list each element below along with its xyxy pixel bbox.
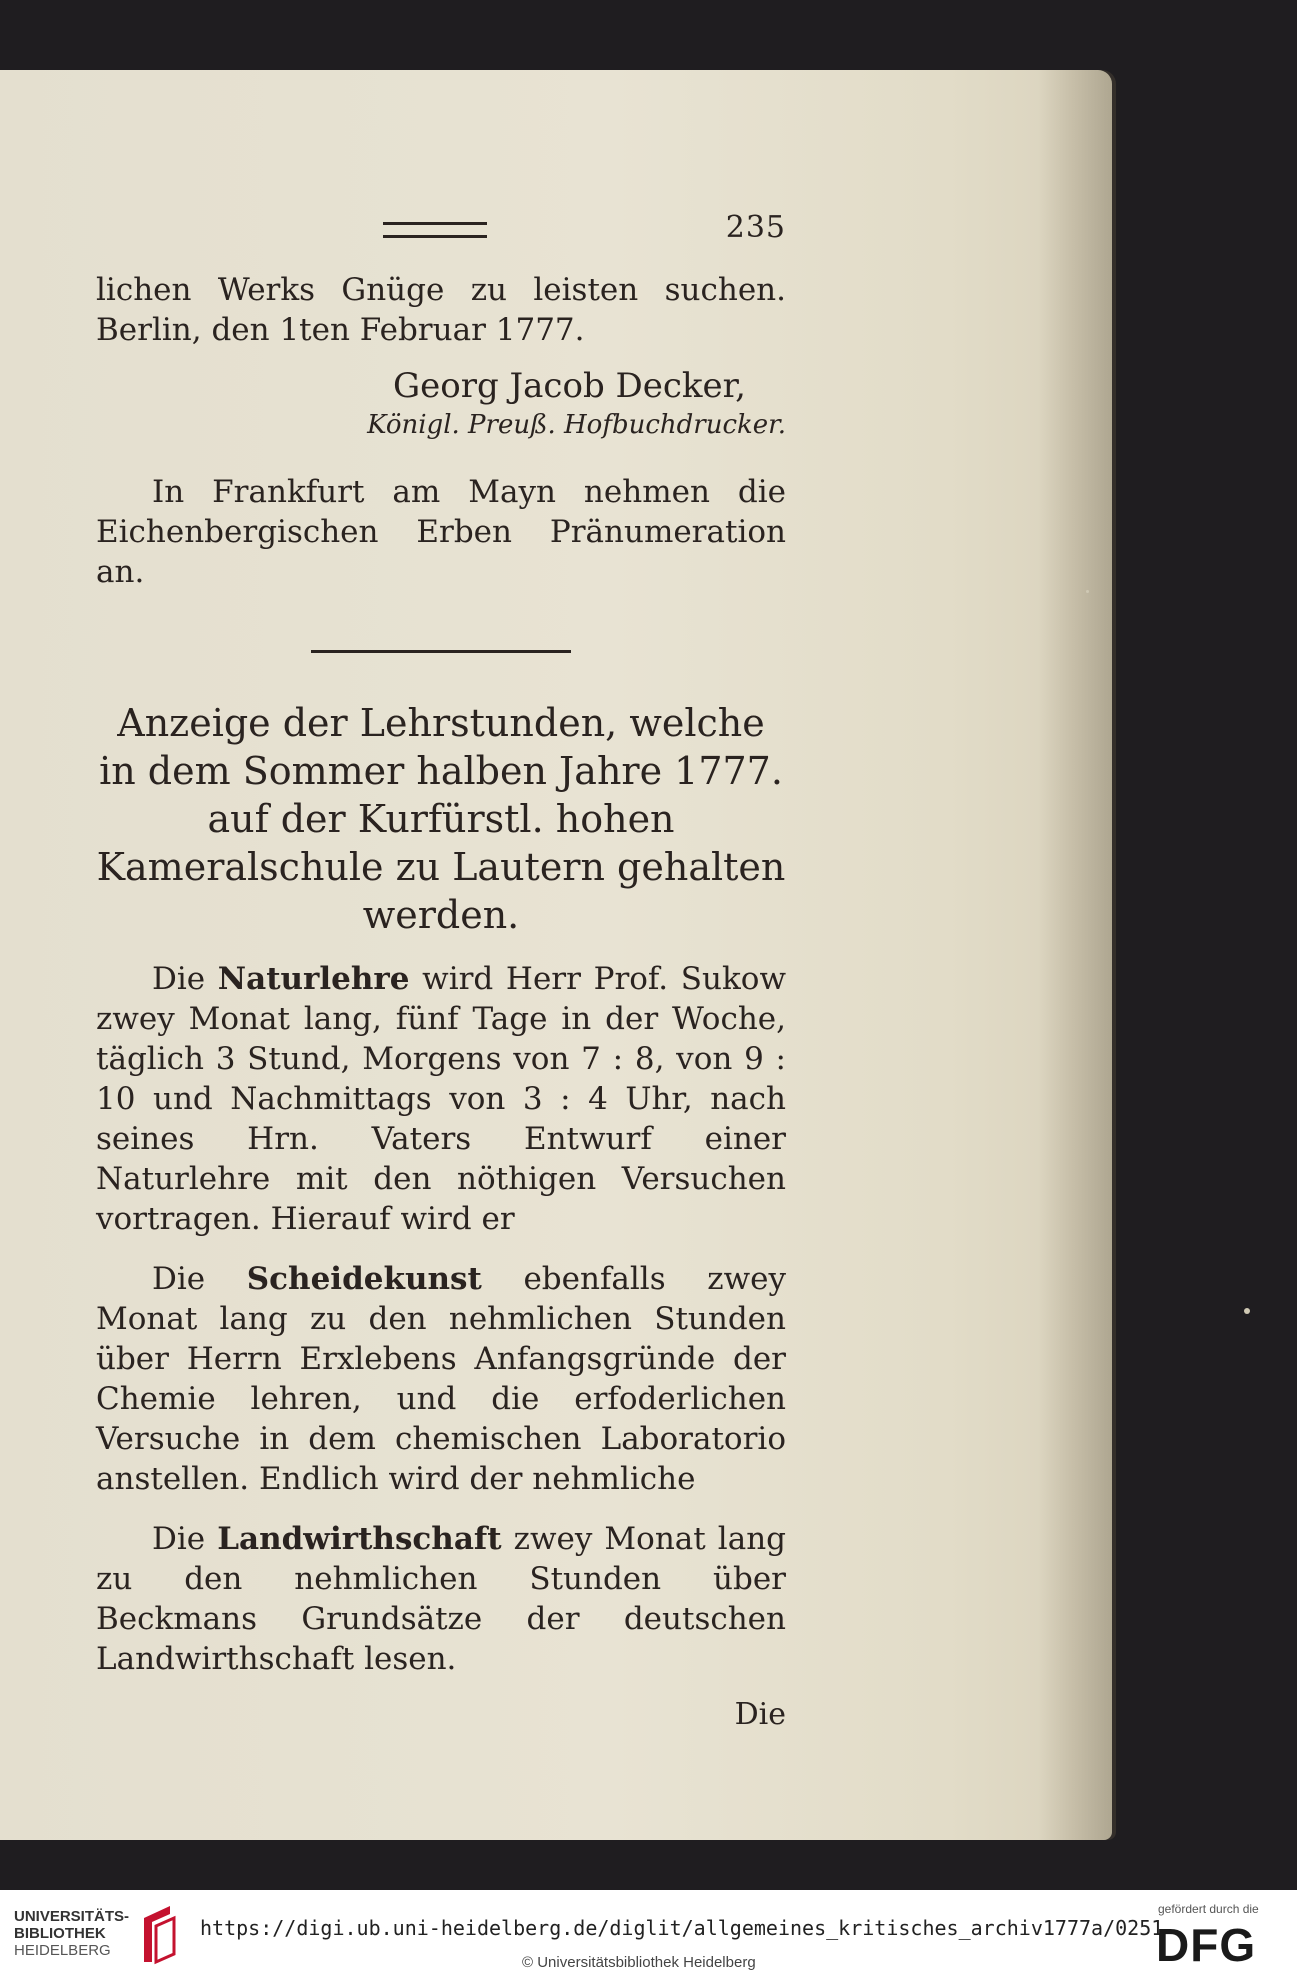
paragraph-lead: Die bbox=[152, 961, 206, 997]
paragraph-lead: Die bbox=[152, 1261, 206, 1297]
library-logo-text bbox=[14, 1908, 129, 1959]
page-header bbox=[96, 210, 786, 250]
paragraph-text: zwey Monat lang zu den nehmlichen Stunden über Beckmans Grundsätze der deutschen Landwirthschaft lesen. bbox=[96, 1521, 787, 1677]
page-content bbox=[96, 210, 786, 1732]
paragraph-scheidekunst bbox=[96, 1259, 786, 1499]
catchword: Die bbox=[734, 1697, 786, 1732]
library-name-line2: BIBLIOTHEK bbox=[14, 1925, 106, 1942]
document-url-link[interactable]: https://digi.ub.uni-heidelberg.de/diglit/allgemeines_kritisches_archiv1777a/0251 bbox=[200, 1916, 1164, 1940]
footer-bar bbox=[0, 1890, 1297, 1985]
paragraph-text: ebenfalls zwey Monat lang zu den nehmlichen Stunden über Herrn Erxlebens Anfangsgründe der Chemie lehren, und die erfoderlichen Versuche in dem chemischen Laboratorio anstellen. Endlich wird der nehmliche bbox=[96, 1261, 786, 1497]
scan-speck bbox=[1086, 590, 1089, 593]
page-edge bbox=[1038, 70, 1116, 1840]
section-divider bbox=[311, 650, 571, 653]
paragraph-text: wird Herr Prof. Sukow zwey Monat lang, fünf Tage in der Woche, täglich 3 Stund, Morgens von 7 : 8, von 9 : 10 und Nachmittags von 3 : 4 Uhr, nach seines Hrn. Vaters Entwurf einer Naturlehre mit den nöthigen Versuchen vortragen. Hierauf wird er bbox=[96, 961, 786, 1237]
funding-caption: gefördert durch die bbox=[1158, 1902, 1259, 1916]
library-logo-icon bbox=[140, 1904, 178, 1966]
library-name-line3: HEIDELBERG bbox=[14, 1942, 111, 1959]
copyright-notice: © Universitätsbibliothek Heidelberg bbox=[522, 1954, 756, 1971]
paragraph-lead: Die bbox=[152, 1521, 206, 1557]
dfg-logo: DFG bbox=[1156, 1919, 1257, 1971]
header-double-rule bbox=[383, 222, 487, 238]
subject-landwirthschaft: Landwirthschaft bbox=[217, 1521, 502, 1557]
library-name-line1: UNIVERSITÄTS- bbox=[14, 1908, 130, 1925]
page-number: 235 bbox=[725, 210, 786, 245]
paragraph-landwirthschaft bbox=[96, 1519, 786, 1679]
scan-speck bbox=[1244, 1308, 1250, 1314]
subject-scheidekunst: Scheidekunst bbox=[246, 1261, 482, 1297]
paragraph-naturlehre bbox=[96, 959, 786, 1239]
section-heading: Anzeige der Lehrstunden, welche in dem Sommer halben Jahre 1777. auf der Kurfürstl. hohen Kameralschule zu Lautern gehalten werden. bbox=[96, 701, 786, 937]
subject-naturlehre: Naturlehre bbox=[217, 961, 410, 997]
signature-name: Georg Jacob Decker, bbox=[392, 366, 746, 406]
signature-title: Königl. Preuß. Hofbuchdrucker. bbox=[367, 410, 786, 440]
frankfurt-note: In Frankfurt am Mayn nehmen die Eichenbergischen Erben Pränumeration an. bbox=[96, 474, 786, 590]
top-paragraph: lichen Werks Gnüge zu leisten suchen. Berlin, den 1ten Februar 1777. bbox=[96, 272, 786, 348]
